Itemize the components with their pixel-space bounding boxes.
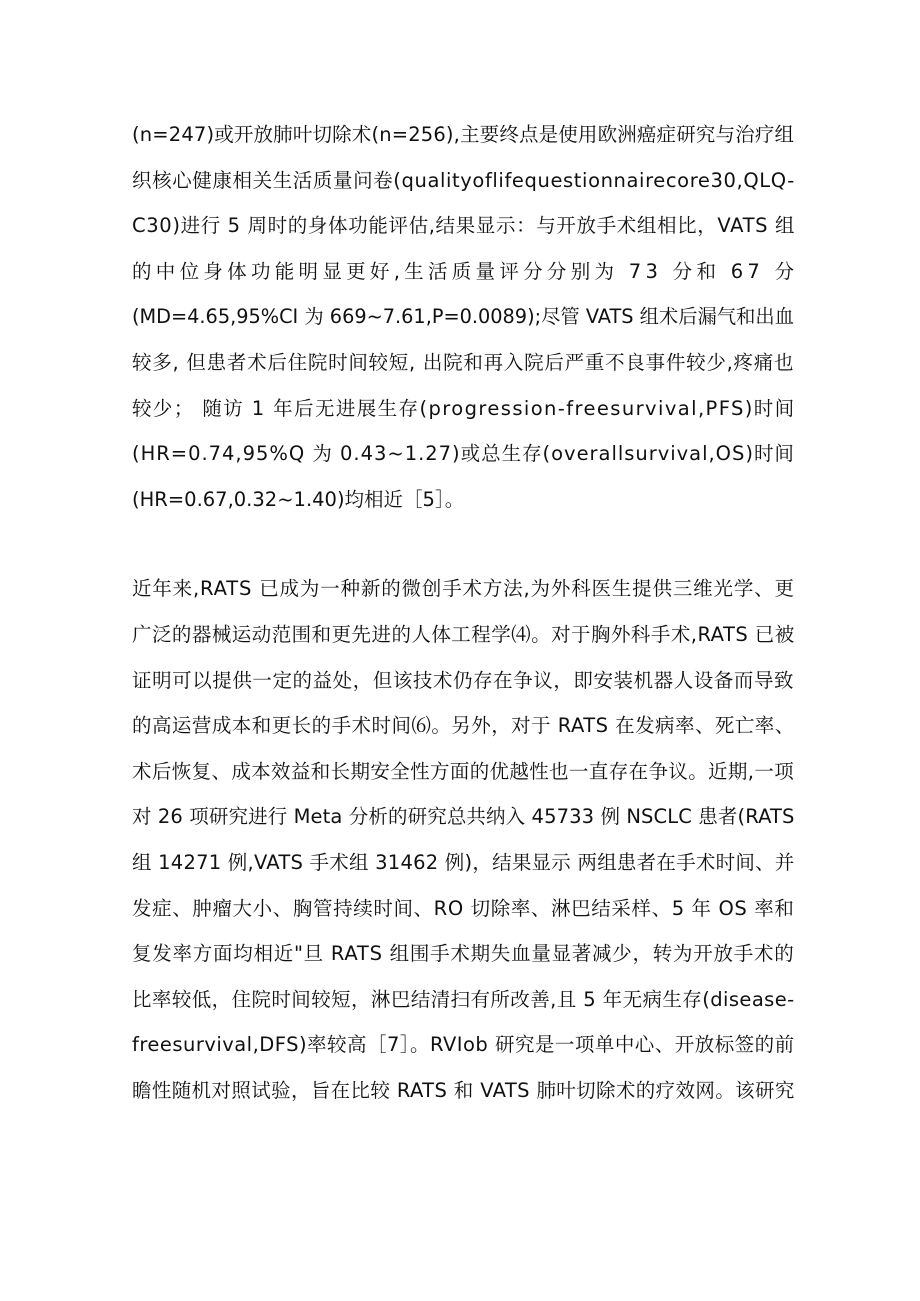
text-line: 证明可以提供一定的益处，但该技术仍存在争议，即安装机器人设备而导致 (132, 668, 795, 692)
text-line: 广泛的器械运动范围和更先进的人体工程学⑷。对于胸外科手术,RATS 已被 (132, 622, 795, 646)
paragraph-1 (132, 112, 799, 522)
text-line: 瞻性随机对照试验，旨在比较 RATS 和 VATS 肺叶切除术的疗效网。该研究 (132, 1078, 795, 1102)
text-line: 术后恢复、成本效益和长期安全性方面的优越性也一直存在争议。近期,一项 (132, 759, 795, 783)
text-line: (n=247)或开放肺叶切除术(n=256),主要终点是使用欧洲癌症研究与治疗组 (132, 123, 795, 146)
text-line: 组 14271 例,VATS 手术组 31462 例)，结果显示 两组患者在手术时间、并 (132, 850, 795, 874)
text-line: (MD=4.65,95%CI 为 669~7.61,P=0.0089);尽管 VATS 组术后漏气和出血 (132, 305, 794, 329)
text-line: 比率较低，住院时间较短，淋巴结清扫有所改善,且 5 年无病生存(disease- (132, 987, 795, 1011)
text-line: 织核心健康相关生活质量问卷(qualityoflifequestionnairecore30,QLQ- (132, 168, 795, 192)
text-line: 较多, 但患者术后住院时间较短, 出院和再入院后严重不良事件较少,疼痛也 (132, 350, 795, 374)
text-line: 复发率方面均相近"旦 RATS 组围手术期失血量显著减少，转为开放手术的 (132, 942, 795, 966)
text-line: 对 26 项研究进行 Meta 分析的研究总共纳入 45733 例 NSCLC 患者(RATS (132, 805, 795, 829)
text-line: 较少； 随访 1 年后无进展生存(progression-freesurvival,PFS)时间 (132, 396, 796, 420)
text-line: freesurvival,DFS)率较高［7］。RVIob 研究是一项单中心、开放标签的前 (132, 1033, 795, 1057)
paragraph-2 (132, 566, 794, 1113)
text-line: 的高运营成本和更长的手术时间⑹。另外，对于 RATS 在发病率、死亡率、 (132, 714, 795, 738)
text-line: 近年来,RATS 已成为一种新的微创手术方法,为外科医生提供三维光学、更 (132, 577, 795, 601)
text-line-last: (HR=0.67,0.32~1.40)均相近［5］。 (132, 487, 465, 511)
text-line: (HR=0.74,95%Q 为 0.43~1.27)或总生存(overallsurvival,OS)时间 (132, 442, 795, 466)
text-line: 的中位身体功能明显更好,生活质量评分分别为 73 分和 67 分 (132, 259, 799, 283)
text-line: 发症、肿瘤大小、胸管持续时间、RO 切除率、淋巴结采样、5 年 OS 率和 (132, 896, 795, 920)
document-body (132, 112, 799, 1113)
text-line: C30)进行 5 周时的身体功能评估,结果显示：与开放手术组相比，VATS 组 (132, 214, 796, 238)
